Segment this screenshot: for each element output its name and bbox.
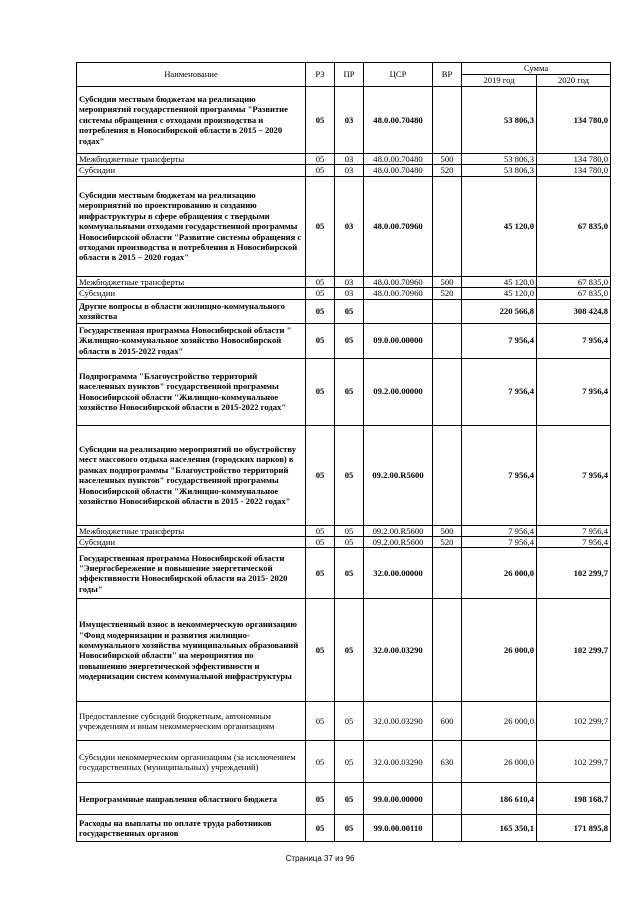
cell-pr: 05 <box>335 783 364 815</box>
cell-sum-2020: 134 780,0 <box>537 165 611 176</box>
cell-pr: 05 <box>335 815 364 842</box>
header-rz: РЗ <box>306 63 335 87</box>
cell-pr: 03 <box>335 154 364 165</box>
cell-rz: 05 <box>306 425 335 525</box>
header-sum: Сумма <box>462 63 611 75</box>
cell-csr: 99.0.00.00000 <box>364 783 433 815</box>
cell-rz: 05 <box>306 87 335 154</box>
header-year-2019: 2019 год <box>462 75 537 87</box>
table-row <box>77 176 611 276</box>
cell-rz: 05 <box>306 276 335 287</box>
cell-rz: 05 <box>306 154 335 165</box>
cell-pr: 05 <box>335 599 364 702</box>
cell-vr <box>433 425 462 525</box>
cell-csr: 32.0.00.00000 <box>364 548 433 599</box>
cell-csr: 48.0.00.70960 <box>364 276 433 287</box>
cell-pr: 05 <box>335 323 364 358</box>
cell-name: Межбюджетные трансферты <box>77 525 306 536</box>
cell-csr: 09.2.00.R5600 <box>364 425 433 525</box>
cell-vr <box>433 299 462 323</box>
cell-pr: 03 <box>335 165 364 176</box>
table-row <box>77 299 611 323</box>
table-row <box>77 537 611 548</box>
cell-name: Субсидии <box>77 288 306 299</box>
cell-rz: 05 <box>306 358 335 425</box>
cell-name: Субсидии местным бюджетам на реализацию мероприятий государственной программы "Развитие системы обращения с отходами производства и потребления в Новосибирской области в 2015 – 2020 годах" <box>77 87 306 154</box>
cell-vr <box>433 548 462 599</box>
cell-sum-2019: 7 956,4 <box>462 537 537 548</box>
cell-vr: 500 <box>433 154 462 165</box>
cell-pr: 05 <box>335 548 364 599</box>
cell-sum-2020: 7 956,4 <box>537 537 611 548</box>
cell-sum-2020: 134 780,0 <box>537 154 611 165</box>
cell-sum-2020: 102 299,7 <box>537 702 611 741</box>
table-row <box>77 276 611 287</box>
cell-rz: 05 <box>306 548 335 599</box>
cell-sum-2019: 45 120,0 <box>462 176 537 276</box>
cell-rz: 05 <box>306 176 335 276</box>
cell-pr: 05 <box>335 525 364 536</box>
cell-sum-2019: 26 000,0 <box>462 741 537 783</box>
cell-pr: 05 <box>335 741 364 783</box>
cell-sum-2019: 45 120,0 <box>462 288 537 299</box>
cell-rz: 05 <box>306 165 335 176</box>
cell-sum-2019: 53 806,3 <box>462 154 537 165</box>
cell-sum-2019: 186 610,4 <box>462 783 537 815</box>
cell-csr: 32.0.00.03290 <box>364 741 433 783</box>
cell-csr: 09.2.00.R5600 <box>364 537 433 548</box>
page-footer: Страница 37 из 96 <box>285 854 355 863</box>
cell-sum-2019: 7 956,4 <box>462 525 537 536</box>
cell-pr: 05 <box>335 358 364 425</box>
cell-name: Субсидии <box>77 537 306 548</box>
cell-pr: 03 <box>335 276 364 287</box>
cell-name: Подпрограмма "Благоустройство территорий населенных пунктов" государственной программы Новосибирской области "Жилищно-коммунальное хозяйство Новосибирской области в 2015-2022 годах" <box>77 358 306 425</box>
cell-rz: 05 <box>306 815 335 842</box>
cell-vr <box>433 815 462 842</box>
cell-name: Межбюджетные трансферты <box>77 276 306 287</box>
cell-sum-2020: 308 424,8 <box>537 299 611 323</box>
cell-vr: 630 <box>433 741 462 783</box>
table-row <box>77 599 611 702</box>
cell-sum-2020: 171 895,8 <box>537 815 611 842</box>
cell-csr: 48.0.00.70960 <box>364 176 433 276</box>
cell-csr: 09.0.00.00000 <box>364 323 433 358</box>
table-row <box>77 548 611 599</box>
table-row <box>77 165 611 176</box>
cell-vr: 520 <box>433 165 462 176</box>
cell-csr: 48.0.00.70480 <box>364 165 433 176</box>
table-row <box>77 783 611 815</box>
header-vr: ВР <box>433 63 462 87</box>
cell-vr <box>433 599 462 702</box>
cell-name: Государственная программа Новосибирской области "Энергосбережение и повышение энергетической эффективности Новосибирской области на 2015- 2020 годы" <box>77 548 306 599</box>
cell-csr: 32.0.00.03290 <box>364 599 433 702</box>
cell-vr <box>433 87 462 154</box>
cell-name: Государственная программа Новосибирской области " Жилищно-коммунальное хозяйство Новосибирской области в 2015-2022 годах" <box>77 323 306 358</box>
cell-csr: 48.0.00.70480 <box>364 154 433 165</box>
cell-sum-2020: 7 956,4 <box>537 358 611 425</box>
budget-table-container <box>76 62 610 842</box>
cell-csr: 32.0.00.03290 <box>364 702 433 741</box>
cell-sum-2020: 102 299,7 <box>537 741 611 783</box>
cell-vr: 500 <box>433 525 462 536</box>
cell-csr: 48.0.00.70480 <box>364 87 433 154</box>
cell-sum-2019: 165 350,1 <box>462 815 537 842</box>
table-row <box>77 358 611 425</box>
table-row <box>77 815 611 842</box>
cell-sum-2020: 67 835,0 <box>537 176 611 276</box>
cell-name: Субсидии на реализацию мероприятий по обустройству мест массового отдыха населения (городских парков) в рамках подпрограммы "Благоустройство территорий населенных пунктов" государственной программы Новосибирской области "Жилищно-коммунальное хозяйство Новосибирской области в 2015 - 2022 годах" <box>77 425 306 525</box>
cell-rz: 05 <box>306 525 335 536</box>
cell-rz: 05 <box>306 783 335 815</box>
cell-sum-2019: 26 000,0 <box>462 548 537 599</box>
cell-csr: 09.2.00.00000 <box>364 358 433 425</box>
cell-rz: 05 <box>306 299 335 323</box>
cell-name: Имущественный взнос в некоммерческую организацию "Фонд модернизации и развития жилищно-коммунального хозяйства муниципальных образований Новосибирской области" на мероприятия по повышению энергетической эффективности и модернизации систем коммунальной инфраструктуры <box>77 599 306 702</box>
cell-pr: 05 <box>335 425 364 525</box>
table-row <box>77 323 611 358</box>
cell-pr: 05 <box>335 537 364 548</box>
cell-csr: 99.0.00.00110 <box>364 815 433 842</box>
header-pr: ПР <box>335 63 364 87</box>
cell-name: Непрограммные направления областного бюджета <box>77 783 306 815</box>
cell-sum-2020: 7 956,4 <box>537 525 611 536</box>
cell-name: Субсидии <box>77 165 306 176</box>
cell-sum-2020: 134 780,0 <box>537 87 611 154</box>
cell-sum-2019: 53 806,3 <box>462 165 537 176</box>
cell-sum-2019: 220 566,8 <box>462 299 537 323</box>
cell-sum-2019: 45 120,0 <box>462 276 537 287</box>
cell-sum-2019: 26 000,0 <box>462 599 537 702</box>
cell-pr: 03 <box>335 176 364 276</box>
cell-sum-2020: 7 956,4 <box>537 425 611 525</box>
cell-rz: 05 <box>306 702 335 741</box>
cell-pr: 05 <box>335 299 364 323</box>
budget-table <box>76 62 611 842</box>
cell-pr: 05 <box>335 702 364 741</box>
table-row <box>77 525 611 536</box>
cell-sum-2020: 7 956,4 <box>537 323 611 358</box>
cell-sum-2019: 53 806,3 <box>462 87 537 154</box>
cell-sum-2019: 7 956,4 <box>462 358 537 425</box>
cell-vr: 520 <box>433 288 462 299</box>
table-body <box>77 87 611 842</box>
header-year-2020: 2020 год <box>537 75 611 87</box>
cell-csr: 09.2.00.R5600 <box>364 525 433 536</box>
cell-rz: 05 <box>306 537 335 548</box>
table-row <box>77 741 611 783</box>
cell-vr: 500 <box>433 276 462 287</box>
header-csr: ЦСР <box>364 63 433 87</box>
cell-name: Субсидии местным бюджетам на реализацию мероприятий по проектированию и созданию инфраструктуры в сфере обращения с твердыми коммунальными отходами государственной программы Новосибирской области "Развитие системы обращения с отходами производства и потребления в Новосибирской области в 2015 – 2020 годах" <box>77 176 306 276</box>
cell-rz: 05 <box>306 741 335 783</box>
cell-vr: 600 <box>433 702 462 741</box>
cell-pr: 03 <box>335 288 364 299</box>
cell-name: Расходы на выплаты по оплате труда работников государственных органов <box>77 815 306 842</box>
cell-csr <box>364 299 433 323</box>
header-name: Наименование <box>77 63 306 87</box>
cell-pr: 03 <box>335 87 364 154</box>
cell-rz: 05 <box>306 323 335 358</box>
cell-vr <box>433 323 462 358</box>
table-row <box>77 425 611 525</box>
cell-csr: 48.0.00.70960 <box>364 288 433 299</box>
cell-sum-2020: 198 168,7 <box>537 783 611 815</box>
cell-sum-2019: 7 956,4 <box>462 323 537 358</box>
cell-name: Межбюджетные трансферты <box>77 154 306 165</box>
cell-sum-2019: 7 956,4 <box>462 425 537 525</box>
cell-sum-2020: 67 835,0 <box>537 276 611 287</box>
cell-sum-2020: 102 299,7 <box>537 599 611 702</box>
cell-vr <box>433 783 462 815</box>
table-row <box>77 702 611 741</box>
cell-vr <box>433 176 462 276</box>
cell-sum-2019: 26 000,0 <box>462 702 537 741</box>
cell-rz: 05 <box>306 288 335 299</box>
cell-rz: 05 <box>306 599 335 702</box>
table-row <box>77 288 611 299</box>
cell-name: Другие вопросы в области жилищно-коммунального хозяйства <box>77 299 306 323</box>
cell-name: Субсидии некоммерческим организациям (за исключением государственных (муниципальных) учреждений) <box>77 741 306 783</box>
cell-name: Предоставление субсидий бюджетным, автономным учреждениям и иным некоммерческим организациям <box>77 702 306 741</box>
cell-vr <box>433 358 462 425</box>
cell-vr: 520 <box>433 537 462 548</box>
table-row <box>77 154 611 165</box>
table-row <box>77 87 611 154</box>
cell-sum-2020: 67 835,0 <box>537 288 611 299</box>
cell-sum-2020: 102 299,7 <box>537 548 611 599</box>
